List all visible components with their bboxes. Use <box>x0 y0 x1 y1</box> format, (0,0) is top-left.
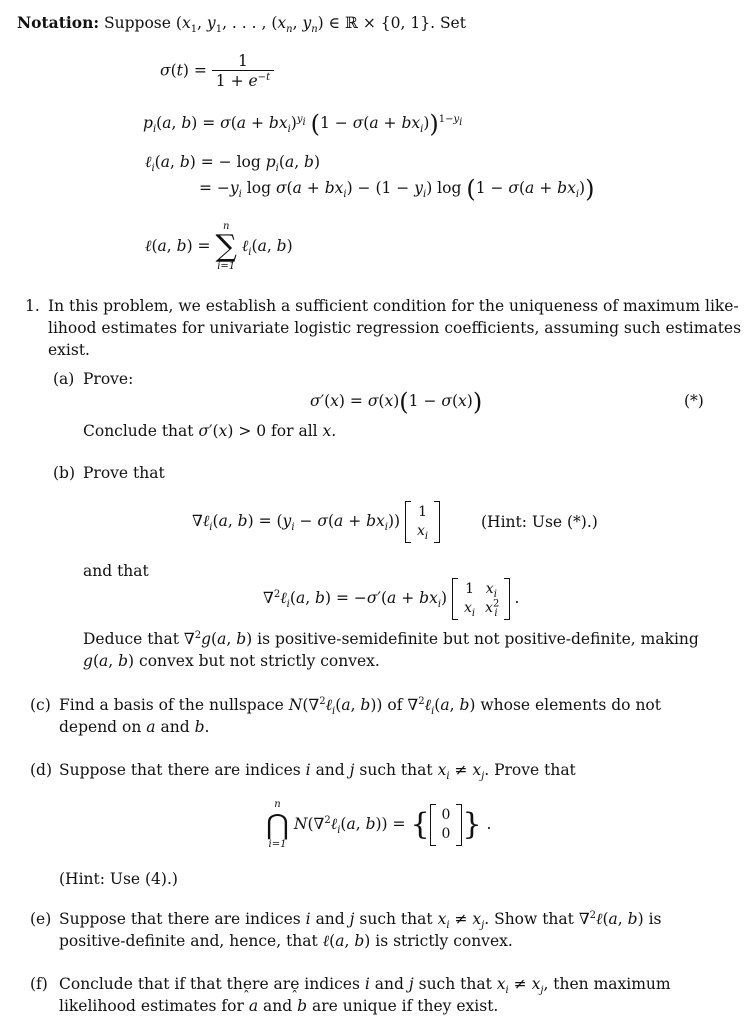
part-a-label: (a) <box>53 370 75 388</box>
part-b-deduce-2: g(a, b) convex but not strictly convex. <box>83 652 380 670</box>
sigma-fraction: $\frac{1}{1 + e^{-t}}$ <box>212 52 274 91</box>
part-c-line-2: depend on a and b. <box>59 718 210 736</box>
problem-intro-3: exist. <box>48 341 90 359</box>
part-f-text-3: such that <box>418 975 492 993</box>
part-b-deduce-1: Deduce that ∇$^2$g(a, b) is positive-semidefinite but not positive-definite, making <box>83 629 699 648</box>
eq-sigma-derivative: σ′(x) = σ(x)(1 − σ(x)) <box>310 388 483 416</box>
eq-l-i-line1: ℓ$_i$(a, b) = − $\log p_i(a$, b) <box>145 153 321 175</box>
eq-p-i: $p_i(a$, $b) = \sigma(a + bx_i)^{y_i}$ $(1 - \sigma(a + bx_i))^{1-y_i}$ <box>143 110 463 138</box>
part-e-text-3: such that <box>359 910 433 928</box>
part-c-text-3: whose elements do not <box>480 696 661 714</box>
part-e-text-6: positive-definite and, hence, that <box>59 932 318 950</box>
part-b-label: (b) <box>53 464 76 482</box>
part-e-text-4: Show that <box>494 910 574 928</box>
part-a-for-all: for all <box>271 422 318 440</box>
part-b-hint: (Hint: Use (*).) <box>481 513 598 531</box>
gradient-vector: 1 $x_i$ <box>405 503 440 541</box>
sum-symbol: n ∑ i=1 <box>215 221 237 272</box>
problem-number: 1. <box>25 297 40 315</box>
part-e-text-7: is strictly convex. <box>375 932 513 950</box>
part-d-text-1: Suppose that there are indices <box>59 761 301 779</box>
part-d-text-4: Prove that <box>494 761 576 779</box>
part-c-label: (c) <box>30 696 51 714</box>
part-c-line-1: Find a basis of the nullspace N(∇$^2$ℓ$_i$(a, b)) of ∇$^2$ℓ$_i$(a, b) whose elements do not <box>59 695 661 718</box>
part-e-line-2: positive-definite and, hence, that ℓ(a, b) is strictly convex. <box>59 932 513 950</box>
eq-l-sum: ℓ(a, b) = n ∑ i=1 ℓ$_i$(a, b) <box>145 221 293 272</box>
hessian-matrix: 1 $x_i$ $x_i$ $x^2_i$ <box>452 580 510 618</box>
part-b-and-that: and that <box>83 562 149 580</box>
part-d-label: (d) <box>30 761 53 779</box>
part-d-text-2: and <box>315 761 345 779</box>
part-f-line-2 <box>59 997 498 1015</box>
part-c-text-5: and <box>160 718 190 736</box>
eq-hessian: ∇$^2$ℓ$_i$(a, $b) = -\sigma'(a + bx_i)$ 1 $x_i$ $x_i$ $x^2_i$ . <box>263 581 520 619</box>
notation-intro: Suppose <box>104 14 171 32</box>
eq-intersection: n ⋂ i=1 N(∇$^2$ℓ$_i$(a, b)) = { 0 0 } . <box>266 799 492 850</box>
b-hat: ̂ b <box>297 997 307 1015</box>
eq-tag-star: (*) <box>684 392 704 410</box>
part-b-prove: Prove that <box>83 464 165 482</box>
part-e-label: (e) <box>30 910 52 928</box>
part-f-text-1: Conclude that if that there are indices <box>59 975 360 993</box>
part-d-hint: (Hint: Use (4).) <box>59 870 178 888</box>
eq-gradient: ∇ℓ$_i$(a, $b) = (y_i - \sigma(a + bx_i))$ 1 $x_i$ <box>192 503 440 541</box>
problem-intro-1: In this problem, we establish a sufficient condition for the uniqueness of maximum like- <box>48 297 739 315</box>
part-e-text-5: is <box>648 910 662 928</box>
part-a-conclude-text: Conclude that <box>83 422 194 440</box>
part-e-line-1: Suppose that there are indices i and j such that $x_i \ne x_j$. Show that ∇$^2$ℓ(a, b) is <box>59 909 662 932</box>
part-f-line-1: Conclude that if that there are indices i and j such that $x_i \ne x_j$, then maximum <box>59 975 671 997</box>
part-f-text-2: and <box>374 975 404 993</box>
problem-intro-2: lihood estimates for univariate logistic regression coefficients, assuming such estimates <box>48 319 742 337</box>
part-b-deduce-text-2: is positive-semidefinite but not positive-definite, making <box>257 630 699 648</box>
part-c-text-2: of <box>387 696 403 714</box>
part-c-text-4: depend on <box>59 718 142 736</box>
part-b-deduce-text: Deduce that <box>83 630 179 648</box>
eq-l-i-line2: = $-y_i$ $\log \sigma(a + bx_i) - (1 - y_i)$ $\log (1 - \sigma(a + bx_i))$ <box>199 175 595 203</box>
part-e-text-2: and <box>315 910 345 928</box>
notation-set-word: Set <box>439 14 466 32</box>
zero-vector: 0 0 <box>430 806 463 844</box>
part-b-deduce-text-3: convex but not strictly convex. <box>139 652 380 670</box>
part-e-text-1: Suppose that there are indices <box>59 910 301 928</box>
part-f-text-7: are unique if they exist. <box>312 997 499 1015</box>
part-f-label: (f) <box>30 975 48 993</box>
part-c-text-1: Find a basis of the nullspace <box>59 696 284 714</box>
notation-math: ($x_1$, $y_1$, . . . , ($x_n$, $y_n$) ∈ ℝ × {0, 1}. <box>175 14 435 36</box>
part-d-line-1: Suppose that there are indices i and j such that $x_i \ne x_j$. Prove that <box>59 761 576 783</box>
part-d-text-3: such that <box>359 761 433 779</box>
notation-line <box>17 13 466 36</box>
part-f-text-6: and <box>263 997 293 1015</box>
part-a-prove: Prove: <box>83 370 134 388</box>
intersection-symbol: n ⋂ i=1 <box>266 799 289 850</box>
part-f-text-5: likelihood estimates for <box>59 997 244 1015</box>
part-f-text-4: then maximum <box>553 975 671 993</box>
eq-sigma: σ(t) = $\frac{1}{1 + e^{-t}}$ <box>160 52 274 91</box>
part-a-conclude: Conclude that σ′(x) > 0 for all x. <box>83 422 337 440</box>
notation-label: Notation: <box>17 13 100 32</box>
a-hat: ̂ a <box>249 997 258 1015</box>
